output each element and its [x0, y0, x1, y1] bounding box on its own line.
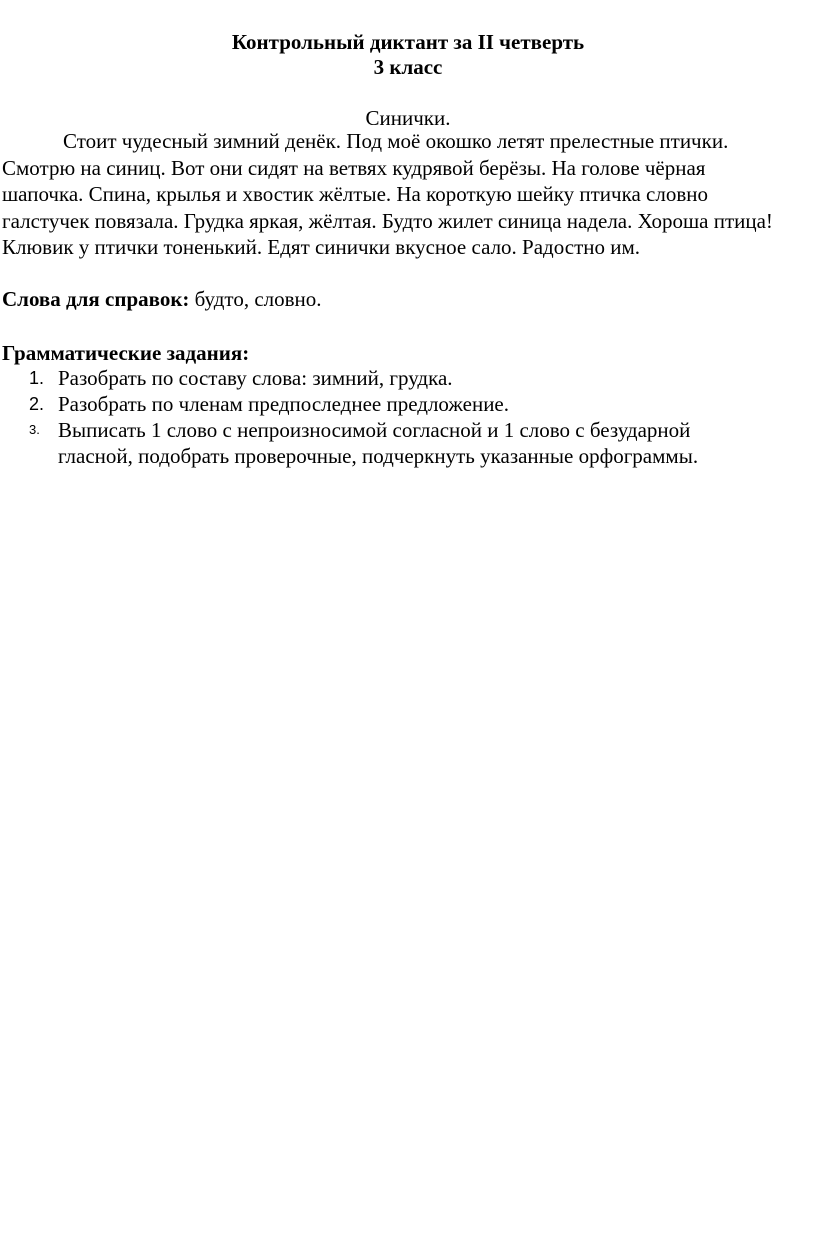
grammar-task-list — [0, 365, 800, 469]
grammar-tasks-heading: Грамматические задания: — [2, 341, 250, 365]
reference-words-list: будто, словно. — [189, 287, 322, 311]
grammar-task-item — [0, 365, 758, 391]
reference-words — [2, 287, 322, 311]
reference-words-label: Слова для справок: — [2, 287, 190, 311]
grammar-task-item — [0, 391, 758, 417]
task-text: Разобрать по членам предпоследнее предложение. — [58, 392, 509, 416]
task-number: 2. — [29, 394, 45, 414]
task-number: 3. — [29, 422, 40, 437]
dictation-title: Синички. — [365, 106, 451, 130]
task-text: Выписать 1 слово с непроизносимой согласной и 1 слово с безударной гласной, подобрать проверочные, подчеркнуть указанные орфограммы. — [58, 418, 699, 468]
grammar-task-item — [0, 417, 758, 469]
document-subtitle-grade: 3 класс — [373, 55, 443, 79]
dictation-text: Стоит чудесный зимний денёк. Под моё окошко летят прелестные птички. Смотрю на синиц. Вот они сидят на ветвях кудрявой берёзы. На голове чёрная шапочка. Спина, крылья и хвостик жёлтые. На короткую шейку птичка словно галстучек повязала. Грудка яркая, жёлтая. Будто жилет синица надела. Хороша птица! Клювик у птички тоненький. Едят синички вкусное сало. Радостно им. — [2, 129, 773, 260]
task-number: 1. — [29, 368, 45, 388]
document-title: Контрольный диктант за II четверть — [231, 30, 585, 54]
task-text: Разобрать по составу слова: зимний, грудка. — [58, 366, 453, 390]
